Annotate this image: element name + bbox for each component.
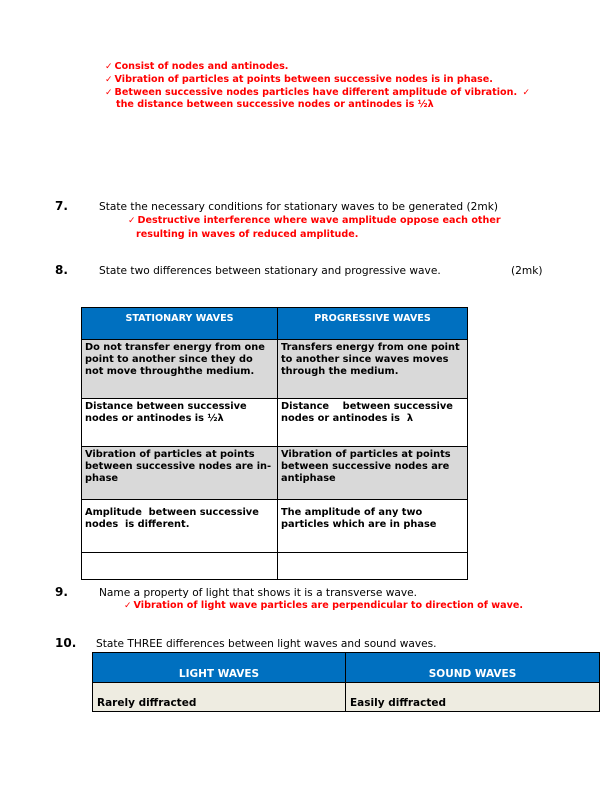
check-icon: ✓ xyxy=(105,62,113,72)
question-9-answer: ✓ Vibration of light wave particles are perpendicular to direction of wave. xyxy=(124,600,523,611)
check-icon: ✓ xyxy=(124,601,132,611)
table-cell: Amplitude between successive nodes is different. xyxy=(82,500,278,553)
table-row-empty xyxy=(82,553,468,580)
answer-line-3: ✓ Between successive nodes particles have different amplitude of vibration. ✓ xyxy=(105,87,530,98)
question-7-answer-cont: resulting in waves of reduced amplitude. xyxy=(136,229,359,240)
check-icon: ✓ xyxy=(105,88,113,98)
question-number-9: 9. xyxy=(55,585,68,599)
table-cell: Vibration of particles at points between successive nodes are in-phase xyxy=(82,447,278,500)
table-cell: Do not transfer energy from one point to another since they do not move throughthe medium. xyxy=(82,340,278,399)
table-cell xyxy=(278,553,468,580)
table-row xyxy=(82,447,468,500)
table-header-row xyxy=(82,308,468,340)
column-header-sound: SOUND WAVES xyxy=(346,653,600,683)
question-number-10: 10. xyxy=(55,636,77,650)
table-cell: Vibration of particles at points between successive nodes are antiphase xyxy=(278,447,468,500)
table-cell: Rarely diffracted xyxy=(93,683,346,712)
stationary-vs-progressive-table xyxy=(81,307,468,580)
question-number-7: 7. xyxy=(55,199,68,213)
question-9-text: Name a property of light that shows it is a transverse wave. xyxy=(99,587,418,599)
table-cell: The amplitude of any two particles which are in phase xyxy=(278,500,468,553)
column-header-stationary: STATIONARY WAVES xyxy=(82,308,278,340)
answer-line-4: the distance between successive nodes or antinodes is ½λ xyxy=(116,99,434,110)
table-row xyxy=(82,500,468,553)
check-icon: ✓ xyxy=(105,75,113,85)
question-8-text: State two differences between stationary and progressive wave. xyxy=(99,265,441,277)
table-cell: Distance between successive nodes or antinodes is λ xyxy=(278,399,468,447)
table-cell: Transfers energy from one point to another since waves moves through the medium. xyxy=(278,340,468,399)
table-row xyxy=(82,399,468,447)
light-vs-sound-table xyxy=(92,652,600,712)
check-icon: ✓ xyxy=(522,88,530,98)
question-10-text: State THREE differences between light waves and sound waves. xyxy=(96,638,437,650)
table-cell: Distance between successive nodes or antinodes is ½λ xyxy=(82,399,278,447)
answer-line-2: ✓ Vibration of particles at points between successive nodes is in phase. xyxy=(105,74,493,85)
question-8-marks: (2mk) xyxy=(511,265,543,277)
question-7-text: State the necessary conditions for stationary waves to be generated (2mk) xyxy=(99,201,498,213)
table-cell: Easily diffracted xyxy=(346,683,600,712)
table-row xyxy=(93,683,600,712)
table-row xyxy=(82,340,468,399)
question-number-8: 8. xyxy=(55,263,68,277)
table-cell xyxy=(82,553,278,580)
table-header-row xyxy=(93,653,600,683)
check-icon: ✓ xyxy=(128,216,136,226)
question-7-answer: ✓ Destructive interference where wave amplitude oppose each other xyxy=(128,215,501,226)
column-header-light: LIGHT WAVES xyxy=(93,653,346,683)
answer-line-1: ✓ Consist of nodes and antinodes. xyxy=(105,61,289,72)
column-header-progressive: PROGRESSIVE WAVES xyxy=(278,308,468,340)
